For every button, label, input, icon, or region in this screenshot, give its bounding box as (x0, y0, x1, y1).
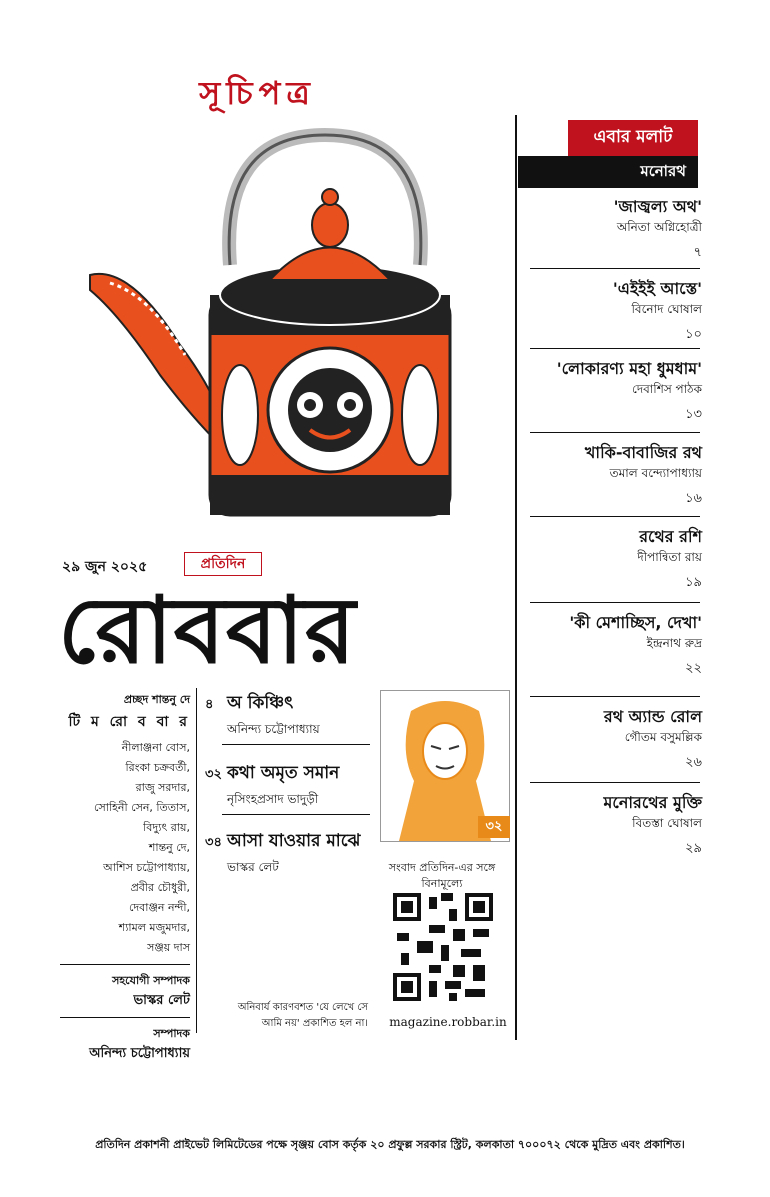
cartoon-page-badge: ৩২ (478, 816, 510, 838)
team-member: সঞ্জয় দাস (147, 941, 190, 954)
qr-code[interactable] (393, 893, 493, 1001)
team-member: শ্যামল মজুমদার, (118, 921, 190, 934)
toc-page: ২৬ (685, 755, 702, 770)
toc-title: মনোরথের মুক্তি (603, 793, 702, 812)
toc-entry[interactable] (530, 706, 702, 774)
article-author: অনিন্দ্য চট্টোপাধ্যায় (227, 722, 320, 736)
divider (60, 964, 190, 965)
article-entry[interactable] (205, 828, 360, 879)
toc-author: গৌতম বসুমল্লিক (624, 730, 702, 744)
divider (60, 1017, 190, 1018)
team-member: রিংকা চক্রবর্তী, (125, 761, 190, 774)
team-member: বিদ্যুৎ রায়, (143, 821, 190, 834)
cover-theme: মনোরথ (518, 156, 698, 188)
cover-label: এবার মলাট (568, 120, 698, 156)
article-author: নৃসিংহপ্রসাদ ভাদুড়ী (227, 792, 319, 806)
article-title: কথা অমৃত সমান (227, 763, 340, 783)
team-heading: টি ম রো ব বা র (68, 714, 190, 730)
toc-page: ২২ (685, 661, 702, 676)
toc-entry[interactable] (530, 196, 702, 264)
team-member: সোহিনী সেন, তিতাস, (94, 801, 190, 814)
toc-title: 'কী মেশাচ্ছিস, দেখা' (569, 613, 702, 632)
divider (530, 782, 700, 783)
toc-author: অনিতা অগ্নিহোত্রী (616, 220, 702, 234)
toc-entry[interactable] (530, 792, 702, 860)
article-title: আসা যাওয়ার মাঝে (227, 831, 361, 851)
notice-text: অনিবার্য কারণবশত 'যে লেখে সে আমি নয়' প্রকাশিত হল না। (237, 1002, 368, 1029)
editor-label: সম্পাদক (153, 1027, 190, 1040)
toc-page: ১৬ (685, 491, 702, 506)
article-page: ৪ (205, 697, 214, 712)
divider (530, 516, 700, 517)
team-member: রাজু সরদার, (135, 781, 190, 794)
toc-author: দীপান্বিতা রায় (637, 550, 702, 564)
team-member: প্রবীর চৌধুরী, (130, 881, 190, 894)
toc-page: ২৯ (685, 841, 702, 856)
divider (530, 696, 700, 697)
assoc-editor-name: ভাস্কর লেট (133, 993, 190, 1008)
toc-author: বিনোদ ঘোষাল (631, 302, 702, 316)
divider (530, 348, 700, 349)
toc-page: ১৯ (685, 575, 702, 590)
kettle-illustration (70, 115, 520, 545)
article-title: অ কিঞ্চিৎ (227, 693, 294, 713)
issue-date: ২৯ জুন ২০২৫ (62, 559, 148, 575)
article-page: ৩৪ (205, 835, 222, 850)
brand-logo: প্রতিদিন (184, 552, 262, 576)
toc-entry[interactable] (530, 278, 702, 346)
column-divider (515, 115, 517, 1040)
divider (222, 744, 370, 745)
divider (530, 602, 700, 603)
column-divider (196, 688, 197, 1033)
toc-page: ১০ (685, 327, 702, 342)
divider (222, 814, 370, 815)
toc-page: ৭ (693, 245, 702, 260)
team-member: শান্তনু দে, (148, 841, 190, 854)
article-author: ভাস্কর লেট (227, 860, 279, 874)
toc-author: দেবাশিস পাঠক (631, 382, 702, 396)
toc-title: 'এইইই আস্তে' (612, 279, 702, 298)
toc-title: খাকি-বাবাজির রথ (584, 443, 702, 462)
toc-entry[interactable] (530, 526, 702, 594)
toc-entry[interactable] (530, 612, 702, 680)
team-member: নীলাঞ্জনা বোস, (121, 741, 190, 754)
qr-caption: সংবাদ প্রতিদিন-এর সঙ্গে বিনামূল্যে (388, 861, 496, 890)
team-member: দেবাঞ্জন নন্দী, (128, 901, 190, 914)
divider (530, 432, 700, 433)
toc-entry[interactable] (530, 358, 702, 426)
toc-author: ইন্দ্রনাথ রুদ্র (646, 636, 702, 650)
article-entry[interactable] (205, 760, 339, 811)
article-page: ৩২ (205, 767, 222, 782)
divider (530, 268, 700, 269)
article-entry[interactable] (205, 690, 320, 741)
toc-title: রথের রশি (639, 527, 702, 546)
assoc-editor-label: সহযোগী সম্পাদক (112, 974, 190, 987)
website-link[interactable]: magazine.robbar.in (389, 1015, 507, 1029)
toc-author: তমাল বন্দ্যোপাধ্যায় (609, 466, 702, 480)
toc-page: ১৩ (685, 407, 702, 422)
credits-column (60, 690, 190, 1064)
toc-title: 'জাজ্বল্য অথ' (613, 197, 702, 216)
imprint-footer: প্রতিদিন প্রকাশনী প্রাইভেট লিমিটেডের পক্ষে সৃঞ্জয় বোস কর্তৃক ২০ প্রফুল্ল সরকার স্ট্রিট, কলকাতা ৭০০০৭২ থেকে মুদ্রিত এবং প্রকাশিত। (95, 1138, 685, 1151)
toc-author: বিতস্তা ঘোষাল (632, 816, 702, 830)
editor-name: অনিন্দ্য চট্টোপাধ্যায় (89, 1046, 190, 1061)
team-member: আশিস চট্টোপাধ্যায়, (103, 861, 190, 874)
toc-title: রথ অ্যান্ড রোল (603, 707, 702, 726)
toc-title: 'লোকারণ্য মহা ধুমধাম' (556, 359, 702, 378)
team-members (60, 738, 190, 958)
cover-credit: প্রচ্ছদ শান্তনু দে (123, 693, 190, 706)
magazine-masthead: রোববার (58, 576, 357, 684)
page-title: সূচিপত্র (199, 74, 316, 112)
toc-entry[interactable] (530, 442, 702, 510)
